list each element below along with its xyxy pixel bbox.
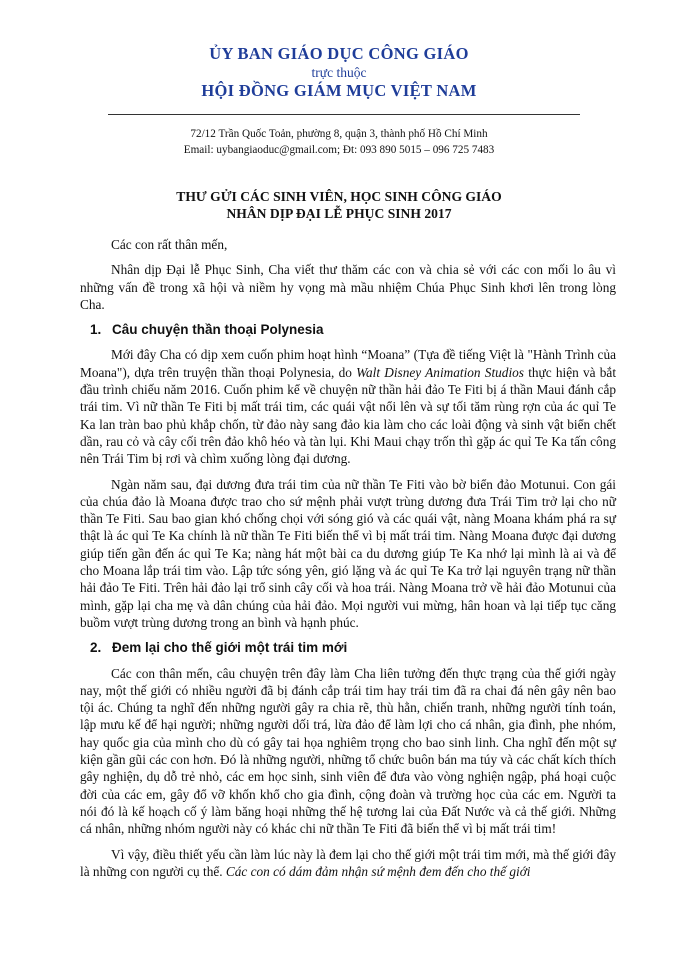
letter-title-line1: THƯ GỬI CÁC SINH VIÊN, HỌC SINH CÔNG GIÁO [176, 189, 502, 204]
letter-body [80, 236, 616, 888]
letter-title-line2: NHÂN DỊP ĐẠI LỄ PHỤC SINH 2017 [226, 206, 452, 221]
letter-title [0, 188, 678, 222]
section-2-paragraph-2: Vì vậy, điều thiết yếu cần làm lúc này là đem lại cho thế giới một trái tim mới, mà thế giới đây là những con người cụ thể. Các con có dám đảm nhận sứ mệnh đem đến cho thế giới [80, 846, 616, 879]
section-2-paragraph-1: Các con thân mến, câu chuyện trên đây làm Cha liên tưởng đến thực trạng của thế giới ngày nay, một thế giới có nhiều người đã bị đánh cắp trái tim hay trái tim đã ra chai đá nên gây nên bao tội ác. Chúng ta nghĩ đến những người gây ra chia rẽ, thù hằn, chiến tranh, những người tính toán, lập mưu kế để hại người; những người dối trá, lừa đảo để làm lợi cho cá nhân, gia đình, phe nhóm, hay quốc gia của mình cho dù có gây tai họa nghiêm trọng cho bao sinh linh. Cha nghĩ đến một sự kiện gần gũi các con hơn. Đó là những người, những tổ chức buôn bán ma túy và các chất kích thích gây nghiện, dụ dỗ trẻ nhỏ, các em học sinh, sinh viên để đưa vào vòng nghiện ngập, phá hoại cuộc đời của các em, gây đổ vỡ khốn khổ cho gia đình, cộng đoàn và trường học của các em. Người ta nói đó là kế hoạch cố ý làm băng hoại những thế hệ tương lai của Đất Nước và cả thế giới. Những cá nhân, những nhóm người này có khác chi nữ thần Te Fiti đã biến thể vì bị mất trái tim! [80, 665, 616, 837]
emphasized-text: Các con có dám đảm nhận sứ mệnh đem đến cho thế giới [225, 863, 531, 879]
section-1-paragraph-1: Mới đây Cha có dịp xem cuốn phim hoạt hình “Moana” (Tựa đề tiếng Việt là "Hành Trình của Moana"), dựa trên truyện thần thoại Polynesia, do Walt Disney Animation Studios thực hiện và bắt đầu trình chiếu năm 2016. Cuốn phim kể về chuyện nữ thần hải đảo Te Fiti bị á thần Maui đánh cắp trái tim. Vì nữ thần Te Fiti bị mất trái tim, các quái vật nổi lên và sự tối tăm rùng rợn của ác quỉ Te Ka lan tràn bao phủ khắp chốn, từ đảo này sang đảo kia làm cho các loài động và sinh vật biển chết dần, rau cỏ và cây cối trên đảo khô héo và tàn lụi. Khi Maui chạy trốn thì gặp ác quỉ Te Ka tấn công nên Trái Tim bị rơi và chìm xuống lòng đại dương. [80, 347, 617, 467]
section-2-title: Đem lại cho thế giới một trái tim mới [112, 640, 348, 656]
section-1-heading [80, 321, 616, 338]
header-divider [108, 114, 580, 115]
section-1-number: 1. [90, 322, 102, 338]
contact-line: Email: uybangiaoduc@gmail.com; Đt: 093 890 5015 – 096 725 7483 [183, 144, 495, 156]
contact-block [0, 126, 678, 158]
section-2-number: 2. [90, 640, 102, 656]
letterhead [0, 44, 678, 101]
parent-org-name: HỘI ĐỒNG GIÁM MỤC VIỆT NAM [201, 81, 477, 100]
section-1-title: Câu chuyện thần thoại Polynesia [112, 322, 324, 338]
org-name: ỦY BAN GIÁO DỤC CÔNG GIÁO [209, 44, 469, 63]
studio-name: Walt Disney Animation Studios [356, 364, 524, 380]
intro-paragraph: Nhân dịp Đại lễ Phục Sinh, Cha viết thư thăm các con và chia sẻ với các con mối lo âu vì những vấn đề trong xã hội và niềm hy vọng mà mầu nhiệm Chúa Phục Sinh khơi lên trong lòng Cha. [80, 262, 616, 312]
greeting: Các con rất thân mến, [111, 237, 228, 252]
address-line: 72/12 Trần Quốc Toản, phường 8, quận 3, thành phố Hồ Chí Minh [190, 128, 488, 140]
org-subtitle: trực thuộc [311, 65, 367, 80]
section-1-paragraph-2: Ngàn năm sau, đại dương đưa trái tim của nữ thần Te Fiti vào bờ biển đảo Motunui. Con gái của chúa đảo là Moana được trao cho sứ mệnh phải vượt trùng dương đưa Trái Tim trở lại cho nữ thần Te Fiti. Sau bao gian khó chống chọi với sóng gió và các quái vật, nàng Moana khám phá ra sự thật là ác quỉ Te Ka chính là nữ thần Te Fiti biến thể vì bị mất trái tim. Nàng Moana được đại dương giúp tiến gần đến ác quỉ Te Ka; nàng hát một bài ca du dương giúp Te Ka nhớ lại mình là ai và để cho Moana lắp trái tim vào. Lập tức sóng yên, gió lặng và ác quỉ Te Ka trở lại nguyên trạng nữ thần hải đảo Te Fiti. Trên hải đảo lại trổ sinh cây cối và hoa trái. Nàng Moana trở về hải đảo Motunui của mình, gặp lại cha mẹ và dân chúng của hải đảo. Mọi người vui mừng, hân hoan và lại tiếp tục căng buồm vượt trùng dương trong an bình và hạnh phúc. [80, 476, 616, 630]
section-2-heading [80, 639, 616, 656]
